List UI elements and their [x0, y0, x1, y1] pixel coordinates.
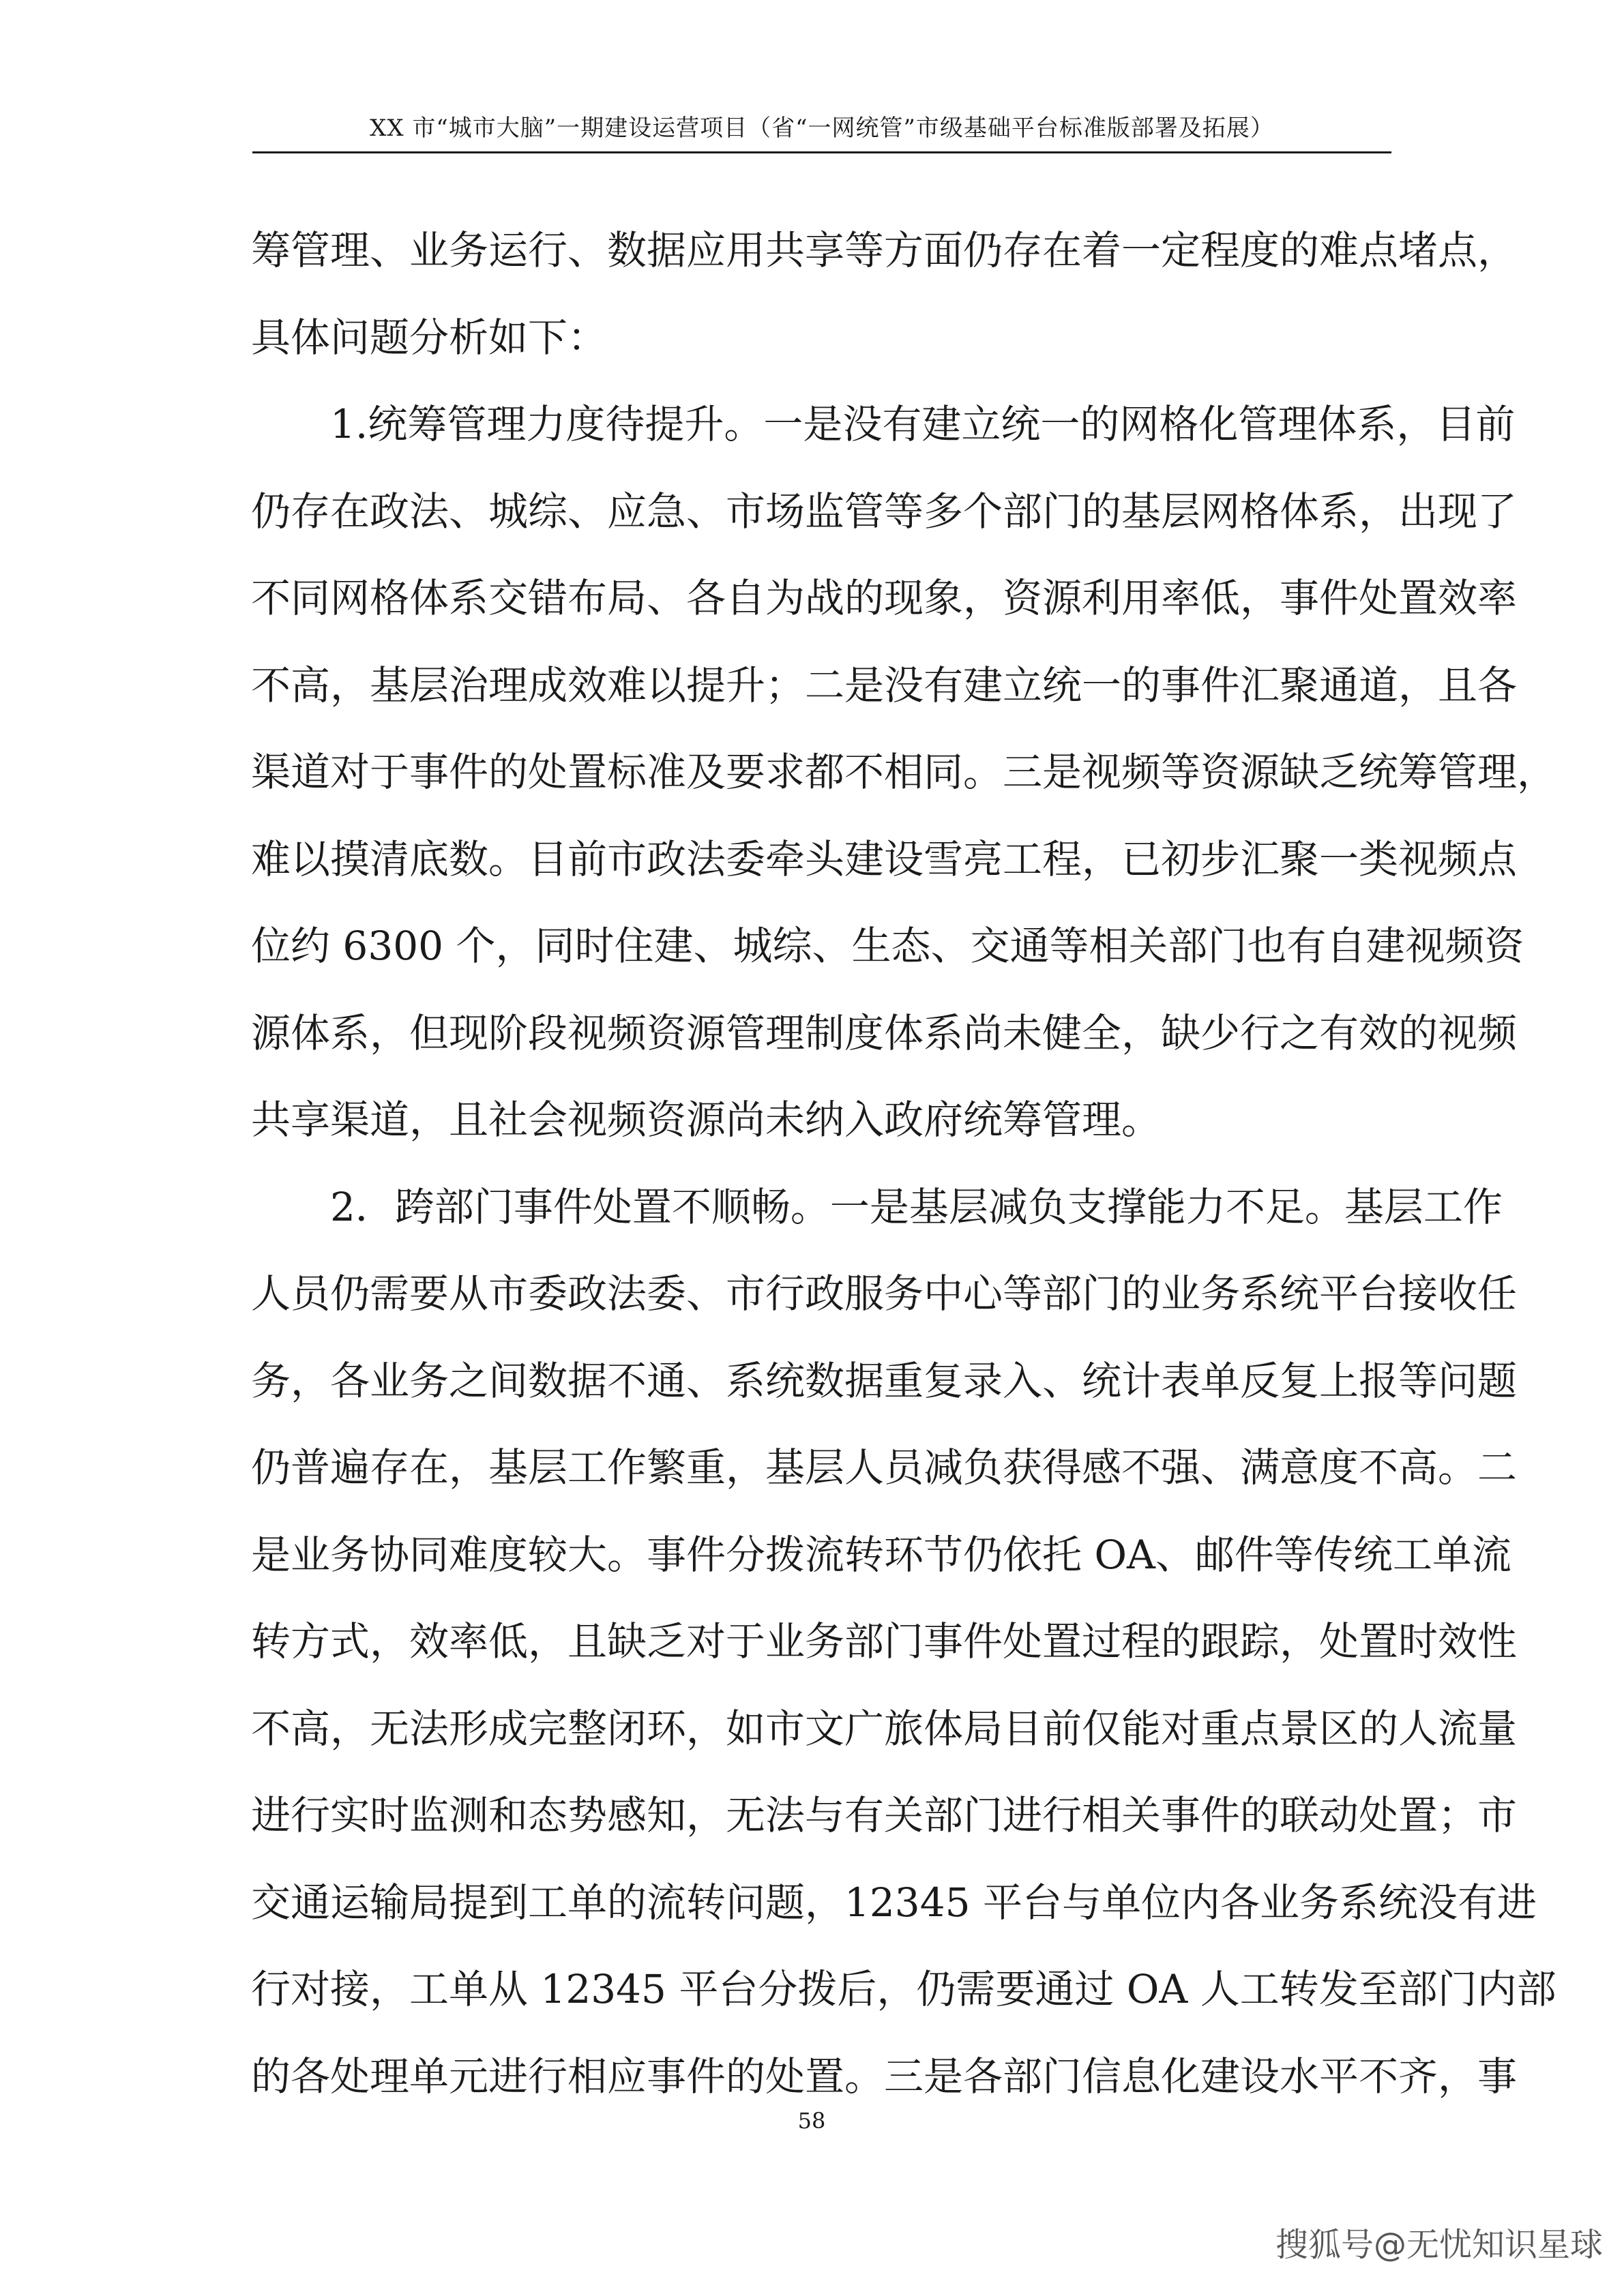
- paragraph-line: 具体问题分析如下：: [251, 314, 608, 361]
- paragraph-line: 难以摸清底数。目前市政法委牵头建设雪亮工程，已初步汇聚一类视频点: [251, 835, 1518, 882]
- paragraph-line: 不高，无法形成完整闭环，如市文广旅体局目前仅能对重点景区的人流量: [251, 1705, 1518, 1752]
- paragraph-line: 共享渠道，且社会视频资源尚未纳入政府统筹管理。: [251, 1097, 1162, 1143]
- page-number: 58: [797, 2108, 826, 2134]
- paragraph-line: 不高，基层治理成效难以提升；二是没有建立统一的事件汇聚通道，且各: [251, 661, 1518, 709]
- paragraph-line: 不同网格体系交错布局、各自为战的现象，资源利用率低，事件处置效率: [251, 575, 1518, 621]
- paragraph-line: 位约 6300 个，同时住建、城综、生态、交通等相关部门也有自建视频资: [251, 923, 1524, 969]
- paragraph-line: 务，各业务之间数据不通、系统数据重复录入、统计表单反复上报等问题: [251, 1357, 1518, 1404]
- header-divider: [252, 151, 1391, 153]
- paragraph-line: 是业务协同难度较大。事件分拨流转环节仍依托 OA、邮件等传统工单流: [251, 1531, 1511, 1578]
- watermark-text: 搜狐号@无忧知识星球: [1275, 2226, 1604, 2264]
- paragraph-line: 渠道对于事件的处置标准及要求都不相同。三是视频等资源缺乏统筹管理，: [251, 749, 1557, 795]
- paragraph-line: 人员仍需要从市委政法委、市行政服务中心等部门的业务系统平台接收任: [251, 1270, 1518, 1317]
- document-body: [251, 207, 1557, 2120]
- paragraph-line: 1.统筹管理力度待提升。一是没有建立统一的网格化管理体系，目前: [330, 401, 1516, 447]
- paragraph-line: 仍普遍存在，基层工作繁重，基层人员减负获得感不强、满意度不高。二: [251, 1444, 1518, 1491]
- paragraph-line: 的各处理单元进行相应事件的处置。三是各部门信息化建设水平不齐，事: [251, 2053, 1518, 2100]
- paragraph-line: 仍存在政法、城综、应急、市场监管等多个部门的基层网格体系，出现了: [251, 488, 1518, 535]
- paragraph-line: 源体系，但现阶段视频资源管理制度体系尚未健全，缺少行之有效的视频: [251, 1009, 1518, 1056]
- paragraph-line: 2．跨部门事件处置不顺畅。一是基层减负支撑能力不足。基层工作: [330, 1183, 1503, 1230]
- paragraph-line: 转方式，效率低，且缺乏对于业务部门事件处置过程的跟踪，处置时效性: [251, 1618, 1518, 1665]
- paragraph-line: 交通运输局提到工单的流转问题，12345 平台与单位内各业务系统没有进: [251, 1879, 1537, 1926]
- document-header: XX 市“城市大脑”一期建设运营项目（省“一网统管”市级基础平台标准版部署及拓展）: [370, 115, 1274, 142]
- paragraph-line: 行对接，工单从 12345 平台分拨后，仍需要通过 OA 人工转发至部门内部: [251, 1966, 1556, 2012]
- paragraph-line: 筹管理、业务运行、数据应用共享等方面仍存在着一定程度的难点堵点，: [251, 227, 1518, 273]
- paragraph-line: 进行实时监测和态势感知，无法与有关部门进行相关事件的联动处置；市: [251, 1792, 1518, 1838]
